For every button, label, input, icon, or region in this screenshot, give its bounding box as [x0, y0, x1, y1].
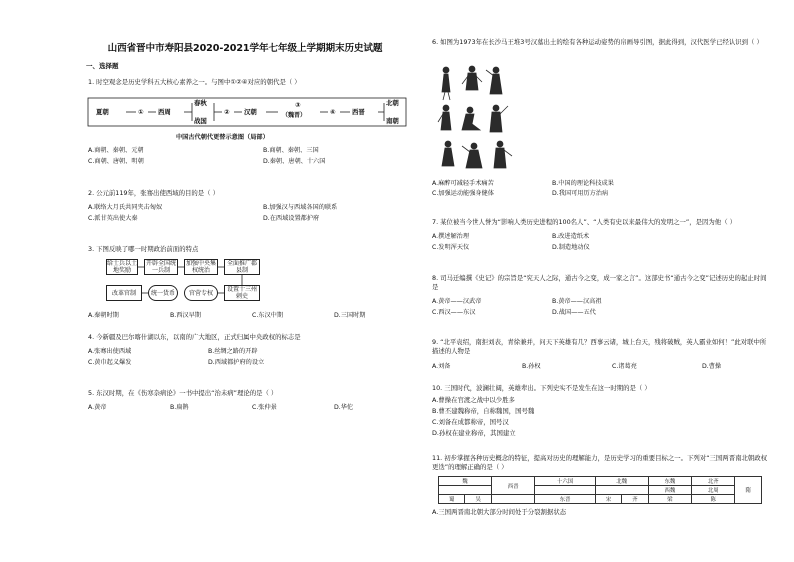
- diagram-xia: 夏朝: [96, 108, 109, 116]
- q5-option-d[interactable]: D.华佗: [334, 404, 354, 411]
- q4-option-c[interactable]: C.黄巾起义爆发: [88, 359, 132, 366]
- diagram-caption: 中国古代朝代更替示意图（局部）: [176, 134, 269, 141]
- q6-options-row-1: [432, 178, 614, 187]
- tl-liang: 梁: [648, 495, 691, 504]
- flow-box-5: 设置十三州刺史: [224, 285, 260, 301]
- q6-option-c[interactable]: C.加强运动能强身健体: [432, 190, 494, 197]
- tl-sui: 隋: [735, 477, 762, 504]
- dynasty-timeline-table: [438, 476, 762, 504]
- question-3-stem: 3. 下图反映了哪一时期政治前面的特点: [88, 245, 199, 253]
- diagram-xijin: 西晋: [352, 108, 365, 116]
- diagram-c1: ①: [138, 108, 144, 116]
- diagram-c3-sub: （魏晋）: [282, 112, 307, 119]
- q8-options-row-1: [432, 296, 602, 305]
- q7-options-row-1: [432, 231, 589, 240]
- tl-qi: 齐: [622, 495, 648, 504]
- q1-options-row-2: [88, 156, 406, 165]
- q4-option-d[interactable]: D.西域都护府的设立: [208, 359, 265, 366]
- question-4-stem: 4. 今新疆及巴尔喀什湖以东，以南的广大地区，正式归属中央政权的标志是: [88, 333, 301, 341]
- tl-beiwei: 北魏: [595, 477, 648, 486]
- tl-song: 宋: [595, 495, 621, 504]
- question-6-stem: 6. 如图为1973年在长沙马王堆3号汉墓出土的绘有各种运动姿势的帛画导引图，据此得到，汉代医学已经认识到（ ）: [432, 38, 763, 46]
- q7-option-b[interactable]: B.改进造纸术: [552, 233, 590, 240]
- q5-option-b[interactable]: B.扁鹊: [170, 404, 189, 411]
- page-title: 山西省晋中市寿阳县2020-2021学年七年级上学期期末历史试题: [107, 43, 383, 54]
- daoyin-tu-illustration: [436, 64, 516, 172]
- diagram-chunqiu: 春秋: [194, 99, 207, 107]
- q4-options-row-2: [88, 357, 264, 366]
- q6-options-row-2: [432, 188, 608, 197]
- q7-option-c[interactable]: C.发明浑天仪: [432, 244, 470, 251]
- section-heading: 一、选择题: [86, 62, 119, 70]
- q2-option-b[interactable]: B.加强汉与西域各国的联系: [263, 204, 338, 211]
- q10-option-d[interactable]: D.孙权在建业称帝，其国建立: [432, 429, 516, 437]
- question-2-stem: 2. 公元前119年，张骞出使西域的目的是（ ）: [88, 189, 219, 197]
- q3-option-b[interactable]: B.西汉早期: [170, 312, 201, 319]
- diagram-c4: ④: [330, 108, 336, 116]
- question-9-stem: 9. “北平袁绍，南拒刘表，青徐兼并，问天下英雄有几？西事云诸，城上台天，残将破贼，英人霸业如何！”此对联中所描述的人物是: [432, 338, 767, 355]
- q4-options-row-1: [88, 346, 258, 355]
- q8-option-a[interactable]: A.黄帝——汉武帝: [432, 298, 482, 305]
- tl-xijin: 西晋: [491, 477, 534, 495]
- q1-option-b[interactable]: B.商朝、秦朝、三国: [263, 147, 319, 154]
- q5-option-a[interactable]: A.黄帝: [88, 404, 107, 411]
- q2-option-a[interactable]: A.联络大月氏共同夹击匈奴: [88, 204, 163, 211]
- q1-option-c[interactable]: C.商朝、唐朝、明朝: [88, 158, 144, 165]
- q7-options-row-2: [432, 242, 590, 251]
- flow-box-8: 改革官制: [106, 285, 142, 301]
- tl-dongwei: 东魏: [648, 477, 691, 486]
- diagram-c2: ②: [224, 108, 230, 116]
- q10-option-a[interactable]: A.曹操在官渡之战中以少胜多: [432, 396, 515, 404]
- tl-shu: 蜀: [439, 495, 465, 504]
- tl-16guo: 十六国: [535, 477, 595, 486]
- q7-option-a[interactable]: A.撰述解治理: [432, 233, 470, 240]
- q8-option-c[interactable]: C.西汉——东汉: [432, 309, 476, 316]
- q3-option-d[interactable]: D.三国时期: [334, 312, 366, 319]
- tl-wu: 吴: [465, 495, 491, 504]
- left-column: [86, 0, 404, 562]
- question-8-stem: 8. 司马迁编撰《史记》的宗旨是“究天人之际，通古今之变，成一家之言”。这部史书“通古今之变”记述历史的起止时间是: [432, 274, 767, 291]
- q5-option-c[interactable]: C.张仲景: [252, 404, 277, 411]
- q3-option-c[interactable]: C.东汉中期: [252, 312, 284, 319]
- tl-beizhou: 北周: [692, 486, 735, 495]
- q6-option-b[interactable]: B.中国的理论科技成果: [552, 180, 614, 187]
- q11-option-a[interactable]: A.三国两晋南北朝大部分时间处于分裂割据状态: [432, 508, 567, 516]
- q3-option-a[interactable]: A.秦朝时期: [88, 312, 119, 319]
- q4-option-b[interactable]: B.丝绸之路的开辟: [208, 348, 258, 355]
- q9-option-c[interactable]: C.诸葛亮: [612, 363, 637, 370]
- q8-option-b[interactable]: B.黄帝——汉高祖: [552, 298, 602, 305]
- tl-beiqi: 北齐: [692, 477, 735, 486]
- q2-option-c[interactable]: C.派甘英出使大秦: [88, 215, 138, 222]
- q9-options-row: [432, 361, 721, 370]
- diagram-beichao: 北朝: [386, 99, 399, 107]
- diagram-zhanguo: 战国: [194, 117, 207, 125]
- q9-option-a[interactable]: A.刘备: [432, 363, 451, 370]
- q9-option-d[interactable]: D.曹操: [702, 363, 722, 370]
- flow-box-1: 给士兵以土地奖励: [107, 260, 138, 274]
- flow-box-4: 全面推广郡县制: [224, 259, 260, 275]
- q7-option-d[interactable]: D.制造地动仪: [552, 244, 590, 251]
- tl-xiwei: 西魏: [648, 486, 691, 495]
- diagram-c3: ③: [295, 101, 301, 109]
- q10-option-b[interactable]: B.曹丕建魏称帝，自称魏国，国号魏: [432, 407, 535, 415]
- q5-options-row: [88, 402, 353, 411]
- tl-wei: 魏: [439, 477, 492, 486]
- q2-options-row-1: [88, 202, 337, 211]
- flow-box-7: 统一货币: [148, 285, 178, 301]
- q8-option-d[interactable]: D.战国——五代: [552, 309, 596, 316]
- diagram-xizhou: 西周: [158, 108, 171, 116]
- diagram-xihan: 汉朝: [244, 108, 257, 116]
- q2-options-row-2: [88, 213, 319, 222]
- flow-box-2: 开辟全国统一兵制: [145, 260, 176, 274]
- flow-box-6: 官营专权: [184, 285, 218, 301]
- q6-option-d[interactable]: D.我国可用历方治病: [552, 190, 609, 197]
- q4-option-a[interactable]: A.张骞出使西域: [88, 348, 132, 355]
- question-10-stem: 10. 三国时代，波澜壮阔，英雄辈出。下列史实不是发生在这一时期的是（ ）: [432, 384, 651, 392]
- q9-option-b[interactable]: B.孙权: [522, 363, 541, 370]
- tl-chen: 陈: [692, 495, 735, 504]
- q1-options-row-1: [88, 145, 406, 154]
- q1-option-d[interactable]: D.秦朝、唐朝、十六国: [263, 158, 326, 165]
- question-1-stem: 1. 时空观念是历史学科五大核心素养之一。与图中①②④对应的朝代是（ ）: [88, 78, 301, 86]
- diagram-nanchao: 南朝: [386, 117, 399, 125]
- q1-option-a[interactable]: A.商朝、秦朝、元朝: [88, 147, 144, 154]
- question-5-stem: 5. 东汉时期，在《伤寒杂病论》一书中提出“治未病”理论的是（ ）: [88, 389, 278, 397]
- flow-box-3: 加强中央集权统治: [185, 260, 216, 274]
- question-11-stem: 11. 初步掌握各种历史概念的特征，提高对历史的理解能力，是历史学习的重要目标之一。下列对“三国两晋南北朝政权更迭”的理解正确的是（ ）: [432, 454, 768, 471]
- right-column: [432, 0, 772, 562]
- q10-option-c[interactable]: C.刘备在成都称帝，国号汉: [432, 418, 509, 426]
- q6-option-a[interactable]: A.麻醉可减轻手术痛苦: [432, 180, 494, 187]
- q2-option-d[interactable]: D.在西域设置都护府: [263, 215, 320, 222]
- q3-options-row: [88, 310, 365, 319]
- question-7-stem: 7. 某位被当今世人誉为“影响人类历史进程的100名人”、“人类有史以来最伟大的发明之一”，是因为他（ ）: [432, 218, 737, 226]
- tl-dongjin: 东晋: [535, 495, 595, 504]
- q8-options-row-2: [432, 307, 596, 316]
